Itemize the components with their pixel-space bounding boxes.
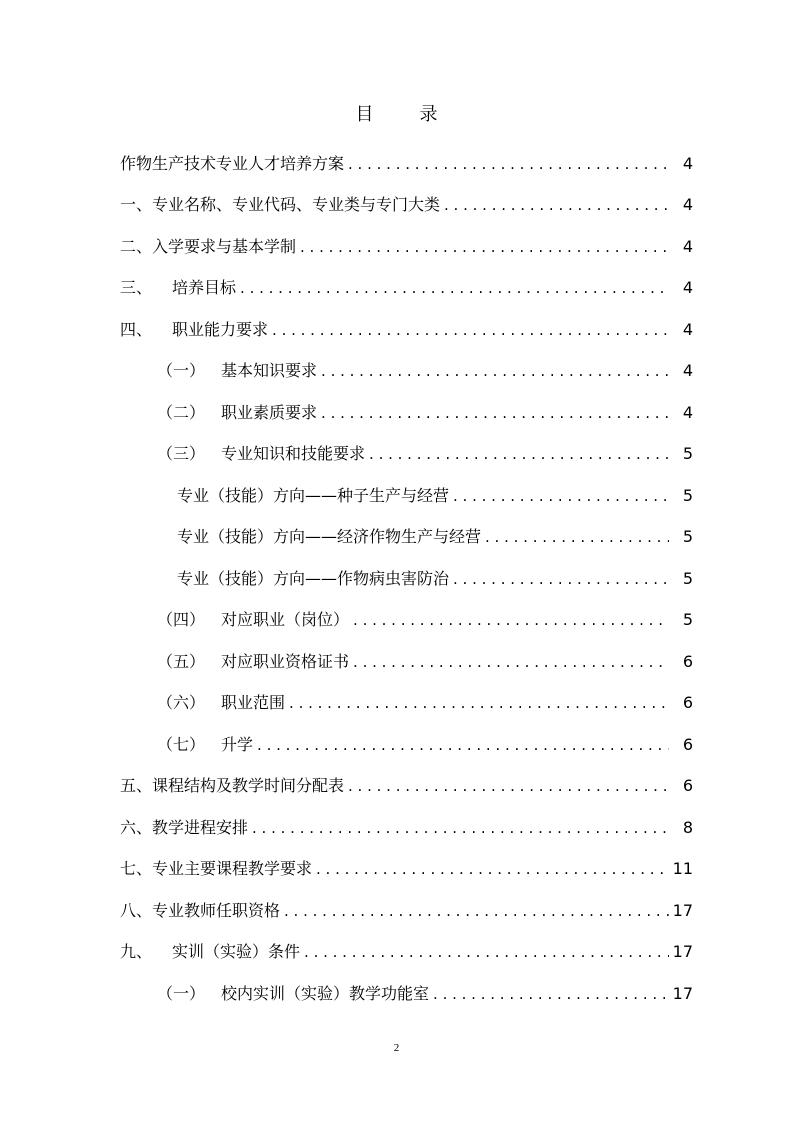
toc-entry-title — [120, 942, 300, 962]
toc-entry[interactable] — [0, 351, 793, 393]
toc-entry-title — [120, 818, 248, 838]
toc-entry[interactable] — [0, 641, 793, 683]
toc-entry-title — [157, 735, 253, 755]
toc-entry-page-number: 5 — [669, 486, 693, 506]
toc-entry[interactable] — [0, 600, 793, 642]
toc-entry-title — [157, 610, 349, 630]
dot-leader — [284, 901, 687, 921]
dot-leader — [348, 154, 687, 174]
toc-entry-label: 一、专业名称、专业代码、专业类与专门大类 — [120, 195, 441, 215]
toc-entry-number: （一） — [157, 983, 206, 1003]
toc-entry-title — [120, 901, 280, 921]
toc-entry[interactable] — [0, 475, 793, 517]
toc-entry-number: （二） — [157, 402, 206, 422]
toc-entry-label: 专业（技能）方向——作物病虫害防治 — [177, 568, 450, 588]
toc-entry-title — [120, 320, 268, 340]
toc-entry-number: （四） — [157, 610, 206, 630]
toc-entry-page-number: 4 — [669, 154, 693, 174]
toc-entry[interactable] — [0, 890, 793, 932]
toc-entry-title — [157, 652, 349, 672]
toc-entry-label: 实训（实验）条件 — [172, 942, 301, 962]
toc-entry-page-number: 6 — [669, 776, 693, 796]
toc-entry-title — [157, 361, 317, 381]
dot-leader — [316, 859, 687, 879]
page-number: 2 — [393, 1042, 400, 1054]
toc-entry-title — [157, 403, 317, 423]
toc-entry-title — [157, 984, 429, 1004]
toc-entry-page-number: 6 — [669, 652, 693, 672]
dot-leader — [353, 652, 687, 672]
toc-entry-title — [157, 693, 285, 713]
toc-entry-page-number: 6 — [669, 693, 693, 713]
toc-entry[interactable] — [0, 517, 793, 559]
dot-leader — [453, 569, 687, 589]
dot-leader — [272, 320, 687, 340]
toc-entry[interactable] — [0, 143, 793, 185]
toc-entry-label: 升学 — [221, 734, 254, 754]
toc-entry[interactable] — [0, 807, 793, 849]
toc-entry[interactable] — [0, 226, 793, 268]
toc-entry-page-number: 8 — [669, 818, 693, 838]
toc-entry-number: （六） — [157, 693, 206, 713]
toc-entry-page-number: 5 — [669, 444, 693, 464]
toc-entry-label: 职业素质要求 — [221, 402, 318, 422]
dot-leader — [453, 486, 687, 506]
toc-entry-label: 八、专业教师任职资格 — [120, 900, 281, 920]
toc-heading-char-2: 录 — [419, 104, 438, 125]
toc-entry-page-number: 17 — [669, 984, 693, 1004]
toc-entry[interactable] — [0, 683, 793, 725]
table-of-contents — [0, 143, 793, 1015]
toc-entry-title — [120, 859, 312, 879]
toc-entry-label: 对应职业资格证书 — [221, 651, 350, 671]
toc-entry-title — [177, 486, 449, 506]
dot-leader — [240, 278, 687, 298]
dot-leader — [444, 195, 687, 215]
dot-leader — [257, 735, 687, 755]
toc-entry-page-number: 5 — [669, 569, 693, 589]
toc-entry-page-number: 4 — [669, 195, 693, 215]
toc-entry-number: （三） — [157, 444, 206, 464]
toc-entry-page-number: 17 — [669, 901, 693, 921]
toc-entry-title — [120, 278, 236, 298]
dot-leader — [252, 818, 687, 838]
toc-entry-title — [177, 527, 481, 547]
dot-leader — [369, 444, 687, 464]
toc-entry-title — [120, 776, 344, 796]
toc-entry[interactable] — [0, 766, 793, 808]
dot-leader — [289, 693, 687, 713]
toc-entry-label: 职业能力要求 — [172, 319, 269, 339]
toc-entry[interactable] — [0, 558, 793, 600]
toc-entry[interactable] — [0, 932, 793, 974]
toc-entry[interactable] — [0, 392, 793, 434]
toc-entry-number: （一） — [157, 361, 206, 381]
toc-entry-label: 七、专业主要课程教学要求 — [120, 859, 313, 879]
toc-entry[interactable] — [0, 724, 793, 766]
toc-entry-label: 对应职业（岗位） — [221, 610, 350, 630]
toc-entry-title — [177, 569, 449, 589]
toc-entry-title — [120, 237, 296, 257]
toc-heading — [0, 102, 793, 128]
dot-leader — [321, 403, 687, 423]
dot-leader — [348, 776, 687, 796]
toc-entry-label: 二、入学要求与基本学制 — [120, 236, 297, 256]
toc-entry[interactable] — [0, 268, 793, 310]
toc-entry[interactable] — [0, 849, 793, 891]
toc-entry-title — [157, 444, 365, 464]
toc-entry-page-number: 6 — [669, 735, 693, 755]
toc-entry-number: （五） — [157, 651, 206, 671]
dot-leader — [485, 527, 687, 547]
dot-leader — [321, 361, 687, 381]
toc-entry-title — [120, 154, 344, 174]
toc-entry-page-number: 4 — [669, 278, 693, 298]
toc-entry-label: 职业范围 — [221, 693, 286, 713]
toc-entry[interactable] — [0, 309, 793, 351]
toc-entry-number: 四、 — [120, 319, 153, 339]
toc-entry-page-number: 4 — [669, 361, 693, 381]
toc-entry-label: 专业知识和技能要求 — [221, 444, 366, 464]
toc-entry-page-number: 5 — [669, 527, 693, 547]
toc-entry-label: 作物生产技术专业人才培养方案 — [120, 153, 345, 173]
toc-entry-page-number: 4 — [669, 403, 693, 423]
toc-entry[interactable] — [0, 185, 793, 227]
toc-entry-label: 校内实训（实验）教学功能室 — [221, 983, 430, 1003]
dot-leader — [433, 984, 687, 1004]
toc-entry-label: 基本知识要求 — [221, 361, 318, 381]
toc-heading-char-1: 目 — [355, 104, 374, 125]
toc-entry[interactable] — [0, 973, 793, 1015]
toc-entry-label: 专业（技能）方向——经济作物生产与经营 — [177, 527, 482, 547]
toc-entry-number: 三、 — [120, 278, 153, 298]
toc-entry-number: （七） — [157, 734, 206, 754]
toc-entry[interactable] — [0, 434, 793, 476]
toc-entry-number: 九、 — [120, 942, 153, 962]
toc-entry-label: 六、教学进程安排 — [120, 817, 249, 837]
toc-entry-label: 五、课程结构及教学时间分配表 — [120, 776, 345, 796]
toc-entry-page-number: 5 — [669, 610, 693, 630]
toc-entry-page-number: 17 — [669, 942, 693, 962]
dot-leader — [300, 237, 687, 257]
toc-entry-title — [120, 195, 440, 215]
dot-leader — [304, 942, 687, 962]
toc-entry-page-number: 11 — [669, 859, 693, 879]
toc-entry-label: 专业（技能）方向——种子生产与经营 — [177, 485, 450, 505]
dot-leader — [353, 610, 687, 630]
toc-entry-page-number: 4 — [669, 237, 693, 257]
toc-entry-page-number: 4 — [669, 320, 693, 340]
toc-entry-label: 培养目标 — [172, 278, 237, 298]
